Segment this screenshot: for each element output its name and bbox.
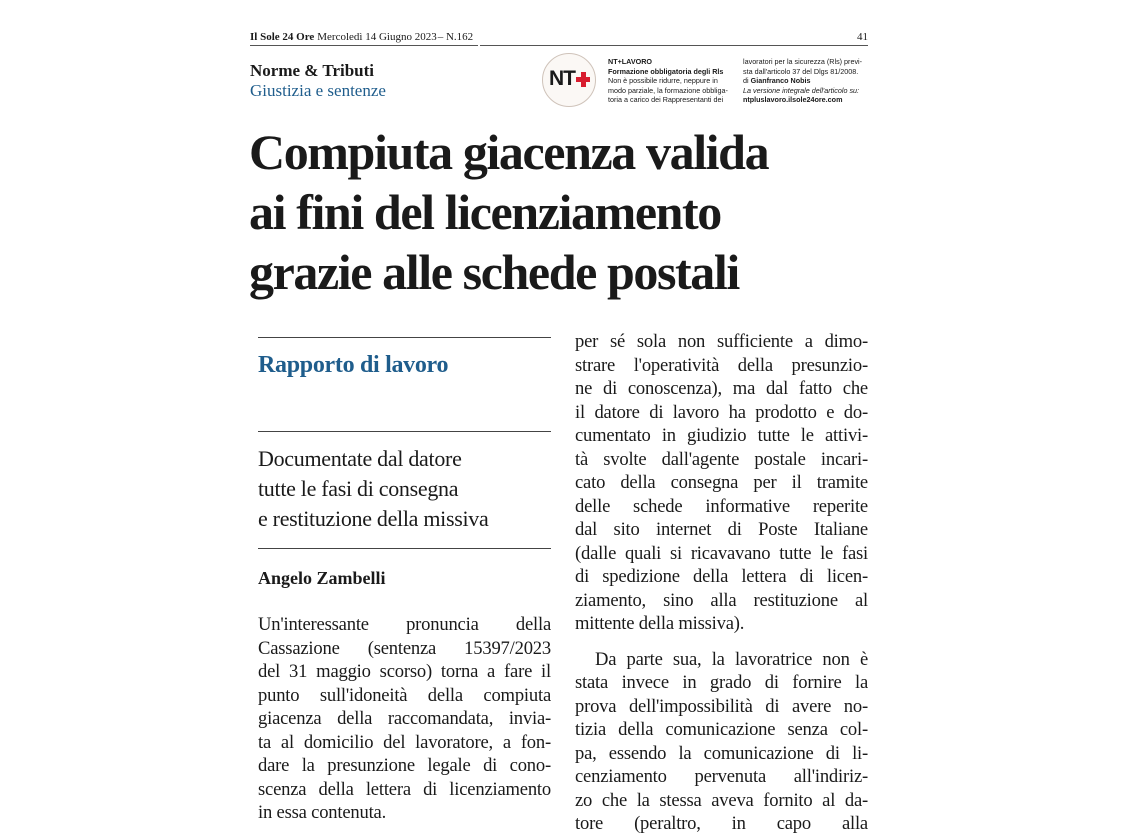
promo-column-1: [608, 57, 733, 105]
body-line: di spedizione della lettera di licen-: [575, 566, 868, 587]
issue-number: – N.162: [437, 31, 474, 43]
issue-date: Mercoledì 14 Giugno 2023: [317, 31, 437, 43]
paragraph-gap: [575, 636, 868, 648]
promo-byline: [743, 76, 868, 86]
promo-byline-author: Gianfranco Nobis: [750, 76, 811, 86]
summary-line: e restituzione della missiva: [258, 506, 489, 531]
body-line: del 31 maggio scorso) torna a fare il: [258, 661, 551, 682]
promo-heading: Formazione obbligatoria degli Rls: [608, 66, 724, 76]
promo-byline-prefix: di: [743, 76, 749, 86]
promo-url-link[interactable]: ntpluslavoro.ilsole24ore.com: [743, 95, 843, 105]
promo-line: sta dall'articolo 37 del Dlgs 81/2008.: [743, 66, 859, 76]
body-line: Un'interessante pronuncia della: [258, 614, 551, 635]
promo-line: Non è possibile ridurre, neppure in: [608, 76, 718, 86]
header-rule-left: [250, 45, 478, 46]
body-column-right: [575, 330, 868, 836]
body-line: prova dell'impossibilità di avere no-: [575, 695, 868, 717]
summary-line: tutte le fasi di consegna: [258, 476, 459, 501]
body-line: stata invece in grado di fornire la: [575, 672, 868, 693]
body-line: tizia della comunicazione senza col-: [575, 719, 868, 740]
article-headline: [249, 122, 889, 302]
section-title: Norme & Tributi: [250, 61, 375, 80]
running-head: [250, 30, 868, 44]
body-line: cato della consegna per il tramite: [575, 472, 868, 493]
publication-name: Il Sole 24 Ore: [250, 31, 315, 43]
plus-bar-vertical: [581, 72, 586, 87]
author-rule-top: [258, 548, 551, 549]
promo-line: modo parziale, la formazione obbliga-: [608, 85, 728, 95]
body-line: il datore di lavoro ha prodotto e do-: [575, 401, 868, 423]
body-line: giacenza della raccomandata, invia-: [258, 708, 551, 729]
body-line: punto sull'idoneità della compiuta: [258, 684, 551, 706]
nt-logo-text: NT: [549, 67, 575, 90]
body-column-left: [258, 613, 551, 825]
body-line: mittente della missiva).: [575, 613, 745, 634]
promo-more-text: La versione integrale dell'articolo su:: [743, 85, 860, 95]
page-number: 41: [857, 31, 868, 43]
kicker-rule-top: [258, 337, 551, 338]
header-rule-right: [480, 45, 868, 46]
body-line: strare l'operatività della presunzio-: [575, 354, 868, 376]
body-line: cumentato in giudizio tutte le attivi-: [575, 425, 868, 446]
body-line: tà svolte dall'agente postale incari-: [575, 448, 868, 470]
promo-column-2: [743, 57, 868, 105]
section-subtitle: Giustizia e sentenze: [250, 81, 386, 100]
headline-line: grazie alle schede postali: [249, 244, 739, 300]
body-line: scenza della lettera di licenziamento: [258, 778, 551, 800]
summary-line: Documentate dal datore: [258, 446, 462, 471]
article-author: Angelo Zambelli: [258, 568, 386, 588]
summary-rule-top: [258, 431, 551, 432]
body-line: Cassazione (sentenza 15397/2023: [258, 637, 551, 659]
body-line: ta al domicilio del lavoratore, a fon-: [258, 731, 551, 753]
promo-line: toria a carico dei Rappresentanti dei: [608, 95, 724, 105]
body-line: cenziamento pervenuta all'indiriz-: [575, 766, 868, 787]
body-line: delle schede informative reperite: [575, 495, 868, 517]
headline-line: Compiuta giacenza valida: [249, 124, 769, 180]
article-summary: [258, 444, 558, 534]
headline-line: ai fini del licenziamento: [249, 184, 721, 240]
body-line: Da parte sua, la lavoratrice non è: [595, 648, 868, 670]
nt-plus-logo-icon: [542, 53, 596, 107]
article-kicker: Rapporto di lavoro: [258, 352, 449, 378]
body-line: dal sito internet di Poste Italiane: [575, 519, 868, 540]
body-line: tore (peraltro, in capo alla: [575, 813, 868, 834]
body-line: ziamento, sino alla restituzione al: [575, 589, 868, 611]
body-line: pa, essendo la comunicazione di li-: [575, 742, 868, 764]
body-line: (dalle quali si ricavavano tutte le fasi: [575, 542, 868, 564]
body-line: dare la presunzione legale di cono-: [258, 755, 551, 776]
promo-brand: NT+LAVORO: [608, 57, 652, 66]
body-line: ne di conoscenza), ma dal fatto che: [575, 378, 868, 399]
body-line: zo che la stessa aveva fornito al da-: [575, 789, 868, 811]
body-line: in essa contenuta.: [258, 802, 387, 823]
body-line: per sé sola non sufficiente a dimo-: [575, 331, 868, 352]
promo-line: lavoratori per la sicurezza (Rls) previ-: [743, 57, 863, 66]
